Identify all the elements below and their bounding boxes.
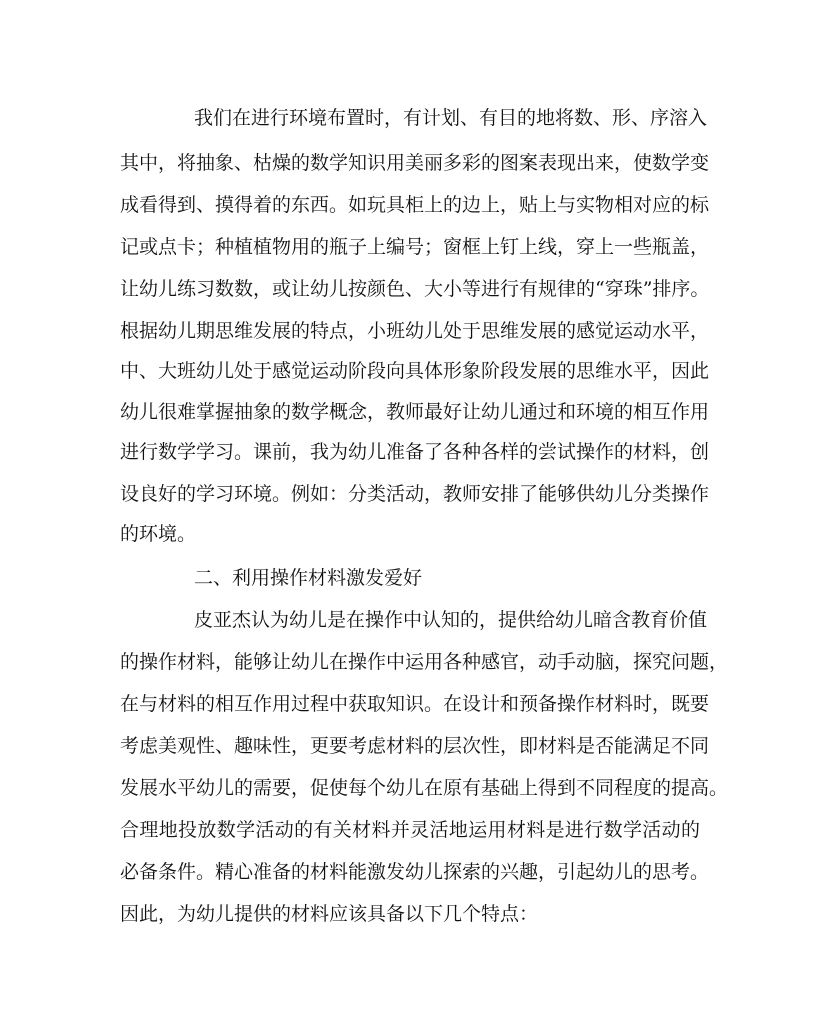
paragraph-2-line-7: 必备条件。精心准备的材料能激发幼儿探索的兴趣，引起幼儿的思考。 xyxy=(120,861,710,883)
paragraph-1-line-9: 进行数学学习。课前，我为幼儿准备了各种各样的尝试操作的材料，创 xyxy=(120,441,710,463)
section-heading: 二、利用操作材料激发爱好 xyxy=(194,567,423,589)
paragraph-1-line-6: 根据幼儿期思维发展的特点，小班幼儿处于思维发展的感觉运动水平， xyxy=(120,320,710,342)
paragraph-2-line-3: 在与材料的相互作用过程中获取知识。在设计和预备操作材料时，既要 xyxy=(120,693,710,715)
paragraph-1-line-7: 中、大班幼儿处于感觉运动阶段向具体形象阶段发展的思维水平，因此 xyxy=(120,360,710,382)
paragraph-2-line-8: 因此，为幼儿提供的材料应该具备以下几个特点： xyxy=(120,903,539,925)
paragraph-2-line-6: 合理地投放数学活动的有关材料并灵活地运用材料是进行数学活动的 xyxy=(120,819,700,841)
paragraph-2-line-1: 皮亚杰认为幼儿是在操作中认知的，提供给幼儿暗含教育价值 xyxy=(194,609,708,631)
paragraph-1-line-1: 我们在进行环境布置时，有计划、有目的地将数、形、序溶入 xyxy=(194,107,708,129)
paragraph-1-line-10: 设良好的学习环境。例如：分类活动，教师安排了能够供幼儿分类操作 xyxy=(120,483,710,505)
paragraph-1-line-4: 记或点卡；种植植物用的瓶子上编号；窗框上钉上线，穿上一些瓶盖， xyxy=(120,236,710,258)
paragraph-2-line-2: 的操作材料，能够让幼儿在操作中运用各种感官，动手动脑，探究问题， xyxy=(120,651,729,673)
paragraph-2-line-4: 考虑美观性、趣味性，更要考虑材料的层次性，即材料是否能满足不同 xyxy=(120,735,710,757)
paragraph-2-line-5: 发展水平幼儿的需要，促使每个幼儿在原有基础上得到不同程度的提高。 xyxy=(120,777,729,799)
paragraph-1-line-11: 的环境。 xyxy=(120,523,197,545)
paragraph-1-line-8: 幼儿很难掌握抽象的数学概念，教师最好让幼儿通过和环境的相互作用 xyxy=(120,401,710,423)
paragraph-1-line-5: 让幼儿练习数数，或让幼儿按颜色、大小等进行有规律的“穿珠”排序。 xyxy=(120,278,710,300)
paragraph-1-line-2: 其中，将抽象、枯燥的数学知识用美丽多彩的图案表现出来，使数学变 xyxy=(120,152,710,174)
paragraph-1-line-3: 成看得到、摸得着的东西。如玩具柜上的边上，贴上与实物相对应的标 xyxy=(120,194,710,216)
